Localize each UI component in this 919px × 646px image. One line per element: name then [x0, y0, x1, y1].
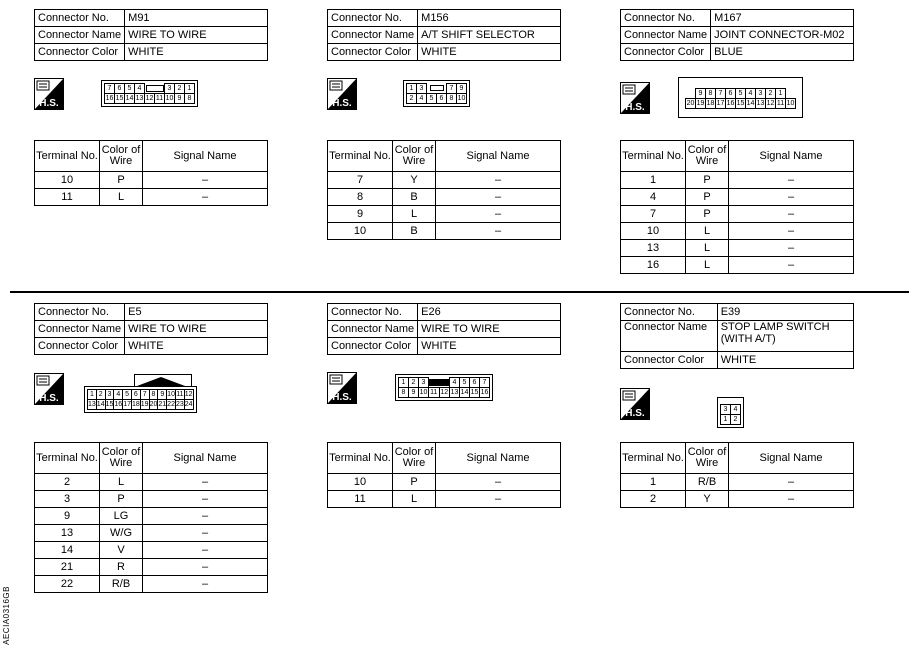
- wire-color: L: [686, 223, 729, 240]
- terminal-no: 11: [328, 491, 393, 508]
- pin: 14: [125, 95, 134, 102]
- table-row: [328, 206, 561, 223]
- pin: 7: [140, 390, 149, 400]
- terminal-panel-m167: [620, 140, 856, 274]
- table-row: [35, 189, 268, 206]
- signal-name: –: [143, 576, 268, 593]
- signal-name-header: Signal Name: [143, 443, 268, 474]
- table-row: [328, 474, 561, 491]
- connector-name-value: WIRE TO WIRE: [125, 321, 268, 338]
- pin: 1: [721, 415, 731, 425]
- color-of-wire-header: Color of Wire: [393, 141, 436, 172]
- pin: 8: [706, 89, 716, 99]
- pin: 14: [96, 401, 105, 408]
- table-row: [35, 474, 268, 491]
- pin: 15: [470, 389, 479, 396]
- pin: 4: [450, 378, 460, 388]
- pin: 1: [399, 378, 409, 388]
- hs-label: H.S.: [332, 98, 352, 109]
- table-row: [621, 257, 854, 274]
- table-row: [328, 189, 561, 206]
- signal-name: –: [729, 257, 854, 274]
- pin: 2: [96, 390, 105, 400]
- wire-color: W/G: [100, 525, 143, 542]
- connector-face-m91: [101, 80, 198, 107]
- connector-name-value: STOP LAMP SWITCH (WITH A/T): [717, 321, 853, 352]
- table-row: [328, 172, 561, 189]
- pin: 9: [696, 89, 706, 99]
- pin: 16: [105, 95, 114, 102]
- signal-name-header: Signal Name: [729, 443, 854, 474]
- connector-color-label: Connector Color: [621, 44, 711, 61]
- table-row: [328, 223, 561, 240]
- pin: 9: [457, 84, 467, 94]
- terminal-table: [327, 140, 561, 240]
- terminal-no: 21: [35, 559, 100, 576]
- terminal-no: 22: [35, 576, 100, 593]
- table-row: [35, 576, 268, 593]
- pin: 10: [167, 391, 175, 398]
- pin: 7: [447, 84, 457, 94]
- hs-label: H.S.: [625, 408, 645, 419]
- terminal-no: 1: [621, 474, 686, 491]
- terminal-no: 14: [35, 542, 100, 559]
- pin: 12: [145, 95, 154, 102]
- signal-name: –: [143, 172, 268, 189]
- pin: 11: [155, 95, 164, 102]
- connector-no-value: M167: [711, 10, 854, 27]
- connector-no-label: Connector No.: [328, 304, 418, 321]
- terminal-no: 10: [35, 172, 100, 189]
- wire-color: Y: [686, 491, 729, 508]
- signal-name: –: [143, 474, 268, 491]
- wire-color: L: [686, 257, 729, 274]
- pin: 8: [185, 94, 195, 104]
- terminal-no: 10: [328, 223, 393, 240]
- pin: 9: [175, 94, 185, 104]
- terminal-no: 13: [35, 525, 100, 542]
- hs-icon: [327, 372, 357, 404]
- connector-info-table: [327, 9, 561, 61]
- connector-no-value: M91: [125, 10, 268, 27]
- wire-color: L: [686, 240, 729, 257]
- terminal-no: 11: [35, 189, 100, 206]
- connector-panel-m91: [34, 9, 270, 61]
- connector-name-label: Connector Name: [35, 321, 125, 338]
- table-row: [621, 172, 854, 189]
- signal-name: –: [729, 474, 854, 491]
- connector-color-value: WHITE: [418, 338, 561, 355]
- signal-name-header: Signal Name: [729, 141, 854, 172]
- pin: 7: [480, 378, 490, 388]
- pin: 13: [450, 389, 459, 396]
- connector-info-table: [327, 303, 561, 355]
- connector-color-label: Connector Color: [35, 338, 125, 355]
- color-of-wire-header: Color of Wire: [686, 141, 729, 172]
- terminal-table: [34, 442, 268, 593]
- connector-no-label: Connector No.: [35, 10, 125, 27]
- connector-no-label: Connector No.: [621, 10, 711, 27]
- hs-icon: [620, 388, 650, 420]
- lock-key: [429, 378, 450, 388]
- pin: 8: [399, 388, 409, 398]
- terminal-table: [34, 140, 268, 206]
- signal-name: –: [143, 559, 268, 576]
- lock-key: [145, 84, 165, 94]
- connector-name-value: WIRE TO WIRE: [418, 321, 561, 338]
- section-divider: [10, 291, 909, 293]
- pin: 8: [149, 390, 158, 400]
- connector-name-label: Connector Name: [328, 27, 418, 44]
- wire-color: P: [393, 474, 436, 491]
- wire-color: L: [100, 189, 143, 206]
- terminal-no: 10: [621, 223, 686, 240]
- pin: 22: [167, 401, 175, 408]
- document-code: AECIA0316GB: [2, 586, 11, 645]
- terminal-no: 13: [621, 240, 686, 257]
- pin: 12: [440, 389, 449, 396]
- signal-name-header: Signal Name: [436, 141, 561, 172]
- wire-color: P: [100, 491, 143, 508]
- terminal-no: 8: [328, 189, 393, 206]
- wire-color: P: [100, 172, 143, 189]
- terminal-panel-e39: [620, 442, 856, 508]
- pin: 5: [460, 378, 470, 388]
- terminal-no: 10: [328, 474, 393, 491]
- connector-color-label: Connector Color: [328, 44, 418, 61]
- hs-icon: [34, 78, 64, 110]
- pin: 5: [736, 89, 746, 99]
- pin: 14: [460, 389, 469, 396]
- pin: 15: [105, 401, 114, 408]
- connector-color-value: WHITE: [418, 44, 561, 61]
- pin: 10: [165, 95, 174, 102]
- hs-icon: [327, 78, 357, 110]
- pin: 19: [140, 401, 149, 408]
- connector-no-value: M156: [418, 10, 561, 27]
- table-row: [621, 189, 854, 206]
- hs-label: H.S.: [332, 392, 352, 403]
- pin: 5: [123, 390, 132, 400]
- terminal-panel-e26: [327, 442, 563, 508]
- wire-color: L: [393, 206, 436, 223]
- wire-color: R: [100, 559, 143, 576]
- wire-color: Y: [393, 172, 436, 189]
- terminal-no: 9: [328, 206, 393, 223]
- pin: 12: [766, 100, 775, 107]
- pin: 3: [105, 390, 114, 400]
- terminal-no-header: Terminal No.: [35, 443, 100, 474]
- hs-label: H.S.: [39, 98, 59, 109]
- signal-name: –: [436, 189, 561, 206]
- hs-icon: [34, 373, 64, 405]
- pin: 12: [184, 391, 193, 398]
- pin: 17: [123, 401, 131, 408]
- table-row: [35, 508, 268, 525]
- table-row: [35, 559, 268, 576]
- pin: 2: [731, 415, 741, 425]
- pin: 4: [417, 94, 427, 104]
- signal-name: –: [729, 206, 854, 223]
- pin: 2: [407, 94, 417, 104]
- pin: 10: [457, 95, 466, 102]
- terminal-no-header: Terminal No.: [328, 141, 393, 172]
- pin: 13: [135, 95, 144, 102]
- table-row: [35, 525, 268, 542]
- pin: 23: [175, 401, 184, 408]
- terminal-no: 2: [35, 474, 100, 491]
- signal-name: –: [729, 189, 854, 206]
- connector-no-label: Connector No.: [35, 304, 125, 321]
- pin: 19: [696, 100, 705, 107]
- signal-name: –: [143, 508, 268, 525]
- pin: 18: [706, 100, 715, 107]
- terminal-no: 3: [35, 491, 100, 508]
- table-row: [328, 491, 561, 508]
- wire-color: P: [686, 206, 729, 223]
- terminal-table: [620, 442, 854, 508]
- pin: 6: [437, 94, 447, 104]
- pin: 6: [470, 378, 480, 388]
- pin: 1: [185, 84, 195, 94]
- terminal-panel-m156: [327, 140, 563, 240]
- connector-name-value: A/T SHIFT SELECTOR: [418, 27, 561, 44]
- connector-info-table: [34, 303, 268, 355]
- signal-name: –: [729, 172, 854, 189]
- pin: 16: [480, 389, 489, 396]
- pin: 4: [135, 84, 145, 94]
- pin: 1: [776, 89, 786, 99]
- signal-name: –: [729, 240, 854, 257]
- hs-icon: [620, 82, 650, 114]
- terminal-no: 4: [621, 189, 686, 206]
- pin: 20: [686, 100, 695, 107]
- wire-color: R/B: [686, 474, 729, 491]
- wire-color: P: [686, 189, 729, 206]
- connector-no-value: E39: [717, 304, 853, 321]
- wire-color: P: [686, 172, 729, 189]
- table-row: [621, 474, 854, 491]
- connector-name-label: Connector Name: [621, 321, 718, 352]
- hs-label: H.S.: [625, 102, 645, 113]
- terminal-no: 2: [621, 491, 686, 508]
- connector-name-label: Connector Name: [621, 27, 711, 44]
- signal-name: –: [436, 172, 561, 189]
- pin: 20: [149, 401, 158, 408]
- color-of-wire-header: Color of Wire: [100, 141, 143, 172]
- pin: 5: [427, 94, 437, 104]
- connector-info-table: [620, 303, 854, 369]
- wire-color: L: [393, 491, 436, 508]
- pin: 16: [114, 401, 123, 408]
- table-row: [35, 542, 268, 559]
- connector-info-table: [620, 9, 854, 61]
- terminal-no-header: Terminal No.: [621, 141, 686, 172]
- terminal-no: 1: [621, 172, 686, 189]
- terminal-panel-m91: [34, 140, 270, 206]
- pin: 7: [105, 84, 115, 94]
- connector-panel-e39: [620, 303, 856, 369]
- pin: 6: [726, 89, 736, 99]
- pin: 6: [131, 390, 140, 400]
- pin: 10: [419, 389, 428, 396]
- connector-color-label: Connector Color: [328, 338, 418, 355]
- signal-name: –: [729, 223, 854, 240]
- connector-name-label: Connector Name: [35, 27, 125, 44]
- terminal-no-header: Terminal No.: [35, 141, 100, 172]
- pin: 1: [407, 84, 417, 94]
- terminal-no: 16: [621, 257, 686, 274]
- color-of-wire-header: Color of Wire: [393, 443, 436, 474]
- connector-color-value: WHITE: [125, 44, 268, 61]
- pin: 11: [430, 389, 438, 396]
- table-row: [621, 223, 854, 240]
- connector-name-value: WIRE TO WIRE: [125, 27, 268, 44]
- connector-color-value: BLUE: [711, 44, 854, 61]
- connector-no-value: E5: [125, 304, 268, 321]
- table-row: [621, 240, 854, 257]
- signal-name: –: [436, 491, 561, 508]
- pin: 7: [716, 89, 726, 99]
- pin: 3: [756, 89, 766, 99]
- color-of-wire-header: Color of Wire: [686, 443, 729, 474]
- pin: 14: [746, 100, 755, 107]
- table-row: [621, 206, 854, 223]
- connector-no-value: E26: [418, 304, 561, 321]
- terminal-no: 7: [328, 172, 393, 189]
- pin: 18: [131, 401, 140, 408]
- color-of-wire-header: Color of Wire: [100, 443, 143, 474]
- pin: 11: [176, 391, 184, 398]
- wire-color: B: [393, 189, 436, 206]
- pin: 9: [409, 388, 419, 398]
- pin: 16: [726, 100, 735, 107]
- terminal-no: 7: [621, 206, 686, 223]
- connector-no-label: Connector No.: [328, 10, 418, 27]
- connector-color-label: Connector Color: [35, 44, 125, 61]
- pin: 4: [731, 405, 741, 415]
- pin: 3: [417, 84, 427, 94]
- connector-panel-e26: [327, 303, 563, 355]
- pin: 5: [125, 84, 135, 94]
- connector-no-label: Connector No.: [621, 304, 718, 321]
- terminal-table: [620, 140, 854, 274]
- connector-face-e39: [717, 397, 744, 428]
- connector-color-value: WHITE: [125, 338, 268, 355]
- pin: 10: [786, 100, 795, 107]
- pin: 3: [721, 405, 731, 415]
- terminal-table: [327, 442, 561, 508]
- pin: 21: [158, 401, 167, 408]
- signal-name: –: [436, 223, 561, 240]
- signal-name: –: [143, 491, 268, 508]
- signal-name: –: [143, 189, 268, 206]
- pin: 2: [766, 89, 776, 99]
- pin: 3: [165, 84, 175, 94]
- connector-panel-m167: [620, 9, 856, 61]
- wire-color: V: [100, 542, 143, 559]
- terminal-no-header: Terminal No.: [621, 443, 686, 474]
- pin: 9: [158, 390, 167, 400]
- pin: 13: [88, 401, 96, 408]
- pin: 1: [88, 390, 97, 400]
- table-row: [35, 491, 268, 508]
- connector-panel-e5: [34, 303, 270, 355]
- connector-color-label: Connector Color: [621, 352, 718, 369]
- signal-name: –: [143, 525, 268, 542]
- signal-name-header: Signal Name: [143, 141, 268, 172]
- wire-color: LG: [100, 508, 143, 525]
- connector-panel-m156: [327, 9, 563, 61]
- pin: 6: [115, 84, 125, 94]
- signal-name: –: [143, 542, 268, 559]
- wire-color: R/B: [100, 576, 143, 593]
- pin: 15: [736, 100, 745, 107]
- wire-color: B: [393, 223, 436, 240]
- connector-face-e26: [395, 374, 493, 401]
- pin: 24: [184, 401, 193, 408]
- pin: 8: [447, 94, 457, 104]
- signal-name-header: Signal Name: [436, 443, 561, 474]
- table-row: [35, 172, 268, 189]
- connector-face-m156: [403, 80, 470, 107]
- connector-color-value: WHITE: [717, 352, 853, 369]
- pin: 2: [409, 378, 419, 388]
- signal-name: –: [436, 474, 561, 491]
- pin: 4: [746, 89, 756, 99]
- terminal-no: 9: [35, 508, 100, 525]
- lock-key: [427, 84, 447, 94]
- pin: 4: [114, 390, 123, 400]
- terminal-panel-e5: [34, 442, 270, 593]
- connector-face-m167: [678, 77, 803, 118]
- connector-info-table: [34, 9, 268, 61]
- pin: 15: [115, 95, 124, 102]
- table-row: [621, 491, 854, 508]
- connector-name-value: JOINT CONNECTOR-M02: [711, 27, 854, 44]
- pin: 13: [756, 100, 765, 107]
- signal-name: –: [729, 491, 854, 508]
- pin: 17: [716, 100, 725, 107]
- signal-name: –: [436, 206, 561, 223]
- pin: 3: [419, 378, 429, 388]
- wire-color: L: [100, 474, 143, 491]
- hs-label: H.S.: [39, 393, 59, 404]
- connector-name-label: Connector Name: [328, 321, 418, 338]
- pin: 2: [175, 84, 185, 94]
- pin: 11: [776, 100, 785, 107]
- terminal-no-header: Terminal No.: [328, 443, 393, 474]
